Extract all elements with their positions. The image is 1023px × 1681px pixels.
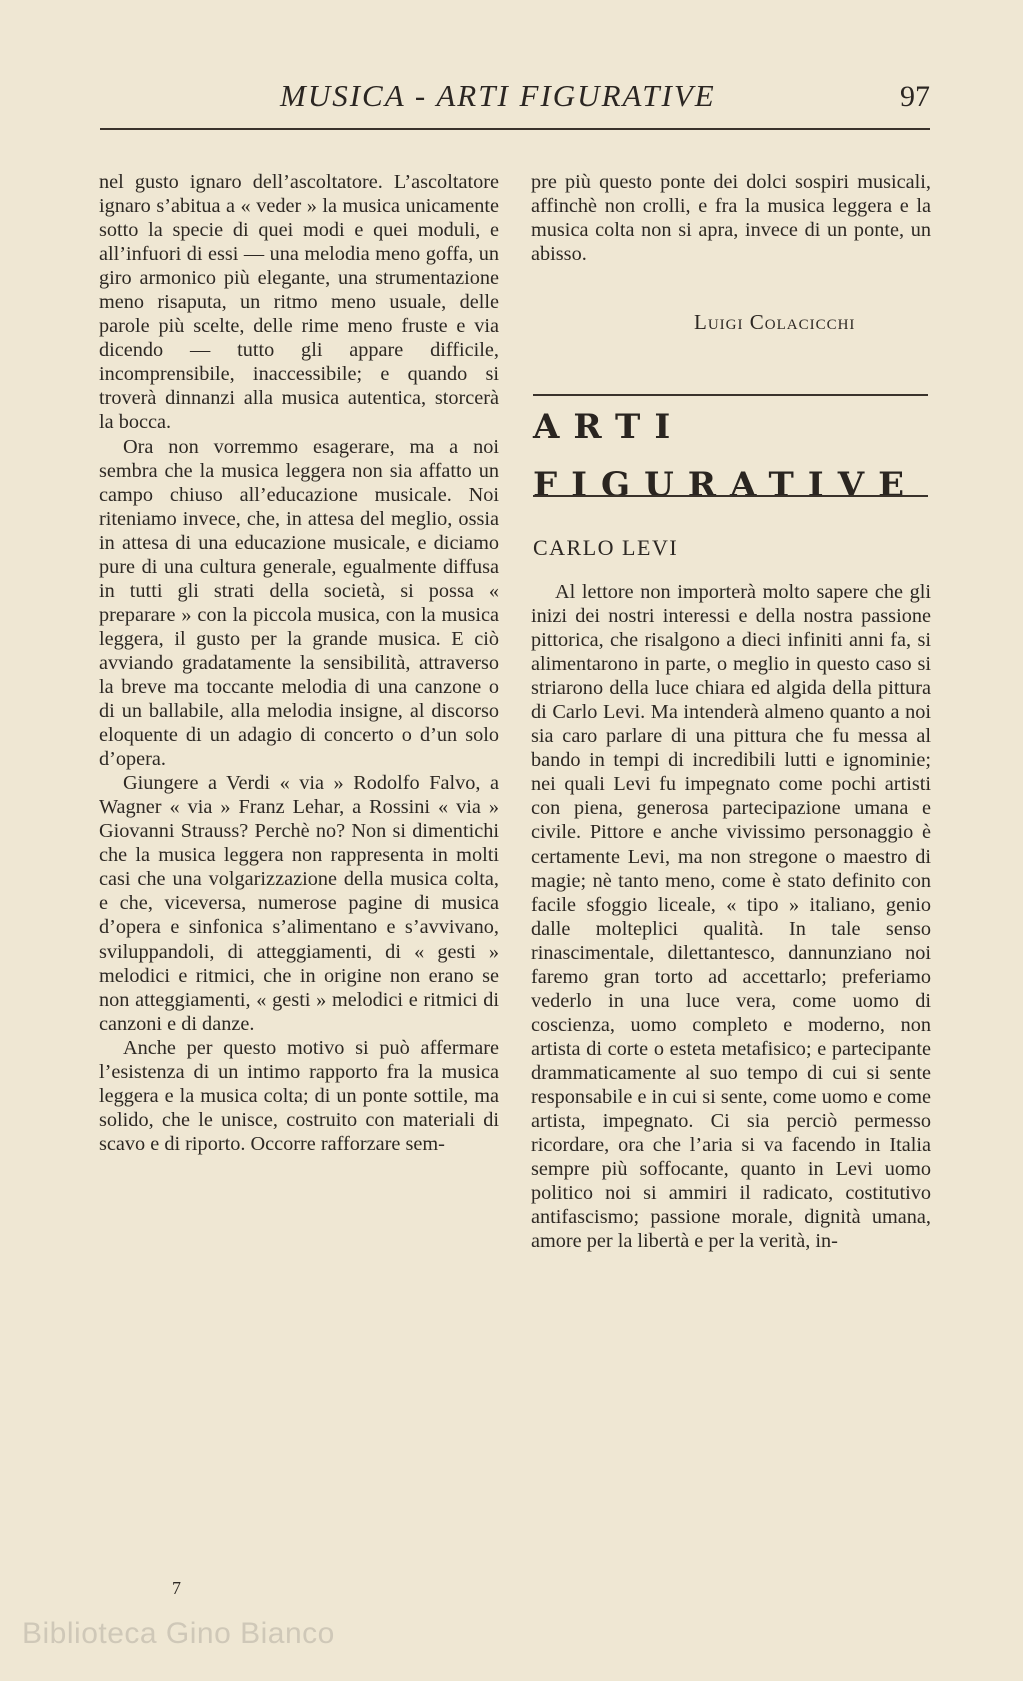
left-paragraph-2: Ora non vorremmo esagerare, ma a noi sembra che la musica leggera non sia affatto un campo chiuso all’educazione musicale. Noi riteniamo invece, che, in attesa del meglio, ossia in attesa di una educazione musicale, e diciamo pure di una cultura generale, egualmente diffusa in tutti gli strati della società, si possa « preparare » con la piccola musica, con la musica leggera, il gusto per la grande musica. E ciò avviando gradatamente la sensibilità, attraverso la breve ma toccante melodia di una canzone o di un ballabile, alla melodia insigne, al discorso eloquente di un adagio di concerto o d’un solo d’opera. (99, 435, 499, 771)
left-paragraph-4: Anche per questo motivo si può affermare l’esistenza di un intimo rapporto fra la musica leggera e la musica colta; di un ponte sottile, ma solido, che le unisce, costruito con materiali di scavo e di riporto. Occorre rafforzare sem- (99, 1036, 499, 1155)
continuation-paragraph: pre più questo ponte dei dolci sospiri musicali, affinchè non crolli, e fra la musica leggera e la musica colta non si apra, invece di un ponte, un abisso. (531, 171, 931, 266)
author-signature: Luigi Colacicchi (694, 310, 856, 334)
section-heading-line-1: ARTI (533, 407, 685, 447)
article-title: CARLO LEVI (533, 535, 679, 560)
section-rule-top (533, 394, 928, 396)
right-column-top (531, 170, 931, 266)
signature-mark: 7 (172, 1578, 181, 1598)
running-head (100, 78, 930, 118)
running-title: MUSICA - ARTI FIGURATIVE (280, 78, 716, 113)
page-number: 97 (900, 80, 930, 113)
left-paragraph-3: Giungere a Verdi « via » Rodolfo Falvo, a Wagner « via » Franz Lehar, a Rossini « via » Giovanni Strauss? Perchè no? Non si dimentichi che la musica leggera non rappresenta in molti casi che una volgarizzazione della musica colta, e che, viceversa, numerose pagine di musica d’opera e sinfonica s’alimentano e s’avvivano, sviluppandoli, di atteggiamenti, di « gesti » melodici e ritmici, che in origine non erano se non atteggiamenti, « gesti » melodici e ritmici di canzoni e di danze. (99, 772, 499, 1035)
library-watermark: Biblioteca Gino Bianco (22, 1617, 335, 1650)
section-heading-line-2: FIGURATIVE (533, 465, 919, 505)
header-rule (100, 128, 930, 130)
left-column (99, 170, 499, 1156)
section-rule-bottom (533, 495, 928, 497)
left-paragraph-1: nel gusto ignaro dell’ascoltatore. L’ascoltatore ignaro s’abitua a « veder » la musica unicamente sotto la specie di quei modi e quei moduli, e all’infuori di essi — una melodia meno goffa, un giro armonico più elegante, una strumentazione meno risaputa, un ritmo meno usuale, delle parole più scelte, delle rime meno fruste e via dicendo — tutto gli appare difficile, incomprensibile, inaccessibile; e quando si troverà dinnanzi alla musica autentica, storcerà la bocca. (99, 171, 499, 434)
article-body (531, 580, 931, 1253)
article-paragraph: Al lettore non importerà molto sapere che gli inizi dei nostri interessi e della nostra passione pittorica, che risalgono a dieci infiniti anni fa, si alimentarono in parte, o meglio in questo caso si striarono della luce chiara ed algida della pittura di Carlo Levi. Ma intenderà almeno quanto a noi sia caro parlare di una pittura che fu messa al bando in tempi di incredibili lutti e ignominie; nei quali Levi fu impegnato come pochi artisti con piena, generosa partecipazione umana e civile. Pittore e anche vivissimo personaggio è certamente Levi, ma non stregone o maestro di magie; nè tanto meno, come è stato definito con facile sfoggio liceale, « tipo » italiano, genio dalle molteplici qualità. In tale senso rinascimentale, dilettantesco, dannunziano noi faremo gran torto ad accettarlo; preferiamo vederlo in una luce vera, come uomo di coscienza, uomo completo e moderno, non artista di corte o esteta metafisico; e partecipante drammaticamente al suo tempo di cui si sente responsabile e in cui si sente, come uomo e come artista, impegnato. Ci sia perciò permesso ricordare, ora che l’aria si va facendo in Italia sempre più soffocante, quanto in Levi uomo politico noi si ammiri il radicato, costitutivo antifascismo; passione morale, dignità umana, amore per la libertà e per la verità, in- (531, 581, 931, 1253)
